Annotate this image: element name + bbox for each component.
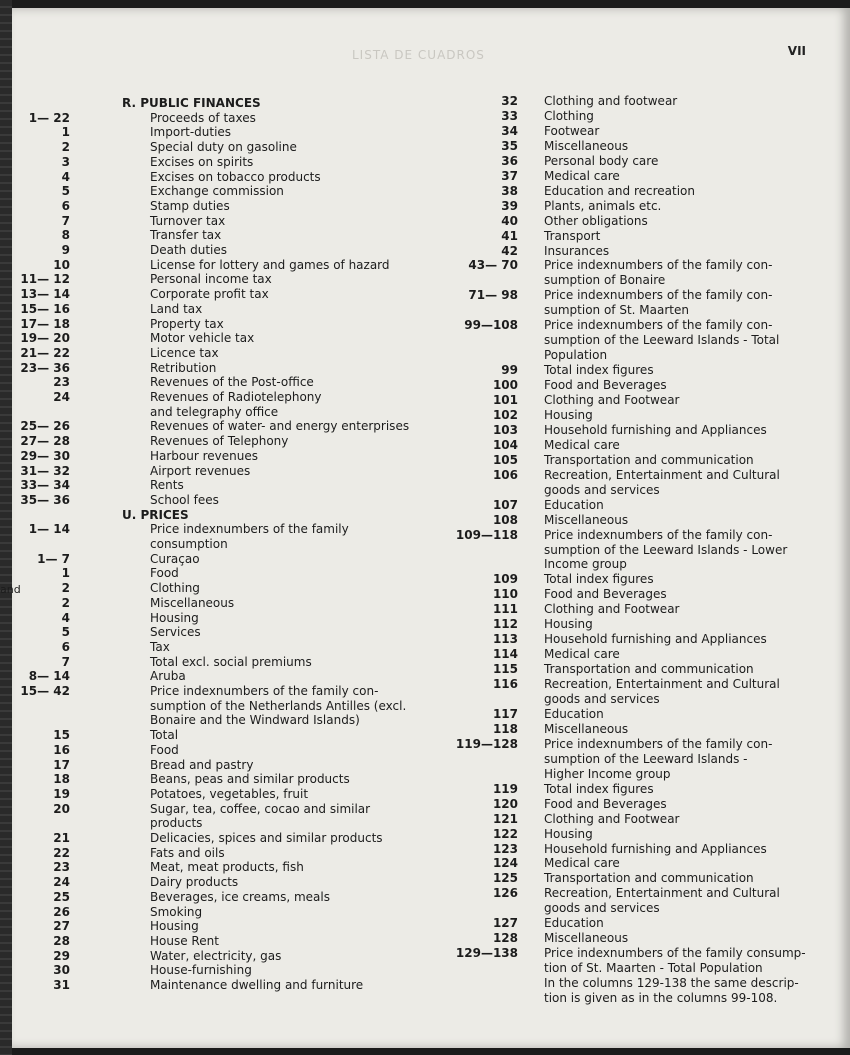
item-label-continuation: goods and services [544,901,660,916]
item-label: Motor vehicle tax [150,331,255,346]
item-label: Property tax [150,316,224,331]
item-number: 38 [501,183,518,198]
item-label: Food and Beverages [544,587,667,602]
item-number: 105 [492,452,518,467]
item-number: 8 [61,228,70,243]
item-label-continuation: goods and services [544,692,660,706]
item-label: Medical care [544,856,620,871]
item-label: Total index figures [544,572,654,587]
item-number: 116 [492,677,518,692]
item-label: House-furnishing [150,963,252,978]
item-label: Services [150,625,201,640]
item-label: Fats and oils [150,845,225,860]
item-label: Special duty on gasoline [150,140,297,155]
item-label: Housing [544,826,593,841]
book-binding [0,0,12,1055]
item-label: Price indexnumbers of the family con- [544,527,773,542]
item-number: 8— 14 [28,669,70,684]
item-number: 1— 14 [28,522,70,537]
item-label-continuation: products [150,816,203,831]
item-number: 29 [53,948,70,963]
item-number: 27 [53,919,70,934]
item-label: Transportation and communication [544,452,754,467]
item-label: Other obligations [544,213,648,228]
item-label: Recreation, Entertainment and Cultural [544,886,780,901]
item-label: Price indexnumbers of the family con- [544,258,773,273]
item-number: 99 [501,363,518,378]
item-number: 4 [61,610,70,625]
item-number: 124 [492,856,518,871]
item-label: Plants, animals etc. [544,198,662,213]
item-number: 26 [53,904,70,919]
item-label: School fees [150,492,219,507]
item-label-continuation: sumption of the Netherlands Antilles (excl. [150,698,407,713]
item-number: 10 [53,257,70,272]
item-label: Bread and pastry [150,757,254,772]
item-label: Airport revenues [150,463,251,478]
item-label: Miscellaneous [544,931,629,946]
item-number: 39 [501,198,518,213]
item-label: Education [544,706,604,721]
item-label-continuation: Higher Income group [544,766,671,781]
item-label: Price indexnumbers of the family con- [544,318,773,333]
item-number: 19 [53,786,70,801]
item-label: Tax [150,639,170,654]
item-label: Recreation, Entertainment and Cultural [544,467,780,482]
item-number: 108 [492,512,518,527]
item-number: 1 [61,125,70,140]
item-number: 41 [501,228,518,243]
item-label: Price indexnumbers of the family consump- [544,946,806,961]
item-number: 15— 16 [20,301,70,316]
item-number: 119—128 [455,736,518,751]
item-label: Housing [150,919,199,934]
item-label: Stamp duties [150,198,230,213]
item-label: tion is given as in the columns 99-108. [544,991,778,1005]
item-label: Price indexnumbers of the family [150,522,349,537]
item-number: 20 [53,801,70,816]
item-label: Price indexnumbers of the family con- [150,684,379,698]
item-label: Medical care [544,168,620,183]
item-label: Smoking [150,904,203,919]
item-number: 102 [492,407,518,422]
item-number: 9 [61,243,70,257]
item-number: 126 [492,886,518,901]
item-label: Miscellaneous [150,595,235,610]
item-number: 23 [53,375,70,390]
item-number: 16 [53,742,70,757]
item-number: 13— 14 [20,287,70,302]
item-number: 117 [492,706,518,721]
item-number: 112 [492,617,518,632]
item-label: Corporate profit tax [150,287,269,302]
item-label: Transfer tax [150,228,222,243]
item-label: Clothing and footwear [544,94,678,108]
item-number: 129—138 [455,946,518,961]
item-label: Total [150,728,179,743]
item-label: Food [150,566,179,581]
item-label-continuation: and telegraphy office [150,404,279,419]
item-number: 23— 36 [20,360,70,375]
item-label: Dairy products [150,875,239,890]
item-number: 24 [53,875,70,890]
item-label: Excises on tobacco products [150,169,321,184]
item-label: Food [150,742,179,757]
item-number: 27— 28 [20,434,70,449]
item-label: Clothing [150,581,200,596]
item-label-continuation: tion of St. Maarten - Total Population [544,961,763,976]
item-label: Total excl. social premiums [150,654,312,669]
item-number: 31— 32 [20,463,70,478]
item-label: Personal income tax [150,272,272,287]
item-number: 2 [61,581,70,596]
page-number: VII [787,44,806,58]
item-label-continuation: consumption [150,537,228,551]
item-number: 6 [61,639,70,654]
item-number: 1— 7 [37,551,70,566]
item-label: Beans, peas and similar products [150,772,350,787]
item-number: 15— 42 [20,684,70,698]
item-label: Clothing [544,108,594,123]
item-number: 99—108 [464,318,518,333]
document-page [12,8,850,1048]
item-number: 29— 30 [20,448,70,463]
item-label: Revenues of Radiotelephony [150,390,322,404]
item-label: Housing [150,610,199,625]
item-label: Revenues of Telephony [150,434,289,449]
item-number: 125 [492,871,518,886]
item-label: Retribution [150,360,217,375]
item-label-continuation: Population [544,348,608,363]
item-number: 25— 26 [20,419,70,434]
item-label: Proceeds of taxes [150,110,256,125]
item-label: Meat, meat products, fish [150,860,304,875]
item-number: 107 [492,497,518,512]
item-number: 32 [501,94,518,108]
item-label: Exchange commission [150,184,284,199]
item-number: 33— 34 [20,478,70,493]
item-label: Personal body care [544,153,659,168]
item-label: Miscellaneous [544,138,629,153]
item-number: 21— 22 [20,345,70,360]
item-number: 122 [492,826,518,841]
item-label: Household furnishing and Appliances [544,422,767,437]
item-number: 30 [53,963,70,978]
item-number: 2 [61,140,70,155]
item-number: 103 [492,422,518,437]
item-label: Clothing and Footwear [544,393,680,407]
item-number: 40 [501,213,518,228]
item-label: Delicacies, spices and similar products [150,831,383,845]
item-label-continuation: sumption of St. Maarten [544,303,689,318]
item-number: 18 [53,772,70,787]
item-label: Education [544,916,604,931]
item-number: 1 [61,566,70,581]
item-number: 35— 36 [20,492,70,507]
item-number: 106 [492,467,518,482]
item-number: 23 [53,860,70,875]
item-number: 71— 98 [468,288,518,303]
section-heading: U. PRICES [122,507,189,522]
item-label: Curaçao [150,551,200,566]
item-label: Housing [544,407,593,422]
item-label-continuation: sumption of the Leeward Islands - Lower [544,542,788,557]
item-number: 15 [53,728,70,743]
item-label: Footwear [544,123,600,138]
item-label: Food and Beverages [544,796,667,811]
item-number: 104 [492,437,518,452]
item-number: 5 [61,625,70,640]
item-label: Revenues of the Post-office [150,375,314,390]
item-label: Harbour revenues [150,448,259,463]
item-label: Revenues of water- and energy enterprises [150,419,410,434]
item-number: 7 [61,213,70,228]
item-number: 6 [61,198,70,213]
item-label-continuation: sumption of Bonaire [544,273,666,288]
item-label: Water, electricity, gas [150,948,282,963]
item-number: 36 [501,153,518,168]
item-label-continuation: Income group [544,557,627,572]
item-number: 121 [492,811,518,826]
item-number: 22 [53,845,70,860]
item-label: Price indexnumbers of the family con- [544,288,773,303]
item-number: 127 [492,916,518,931]
item-number: 101 [492,393,518,407]
item-label: Total index figures [544,363,654,378]
item-number: 24 [53,390,70,404]
edge-text: and [0,583,21,596]
item-number: 43— 70 [468,258,518,273]
item-label: Clothing and Footwear [544,602,680,617]
item-label: License for lottery and games of hazard [150,257,390,272]
item-number: 109—118 [455,527,518,542]
item-number: 110 [492,587,518,602]
item-label: Education [544,497,604,512]
item-number: 2 [61,595,70,610]
item-number: 3 [61,154,70,169]
item-label: Education and recreation [544,183,695,198]
item-label: Housing [544,617,593,632]
item-number: 28 [53,933,70,948]
item-label: Excises on spirits [150,154,254,169]
item-label: Licence tax [150,345,219,360]
item-label-continuation: sumption of the Leeward Islands - Total [544,333,780,348]
item-label: Medical care [544,437,620,452]
item-label: Transport [544,228,601,243]
item-label: Food and Beverages [544,378,667,393]
item-number: 35 [501,138,518,153]
item-label: In the columns 129-138 the same descrip- [544,976,799,991]
item-number: 113 [492,632,518,647]
item-label: Transportation and communication [544,871,754,886]
item-number: 21 [53,831,70,845]
item-label-continuation: sumption of the Leeward Islands - [544,751,748,766]
item-number: 7 [61,654,70,669]
item-number: 25 [53,889,70,904]
item-number: 4 [61,169,70,184]
item-number: 109 [492,572,518,587]
item-label: Household furnishing and Appliances [544,841,767,856]
item-label: Sugar, tea, coffee, cocao and similar [150,801,371,816]
item-number: 33 [501,108,518,123]
item-number: 119 [492,781,518,796]
item-label: Land tax [150,301,203,316]
item-label-continuation: Bonaire and the Windward Islands) [150,713,360,728]
item-number: 100 [492,378,518,393]
item-number: 19— 20 [20,331,70,346]
item-label: Price indexnumbers of the family con- [544,736,773,751]
item-number: 11— 12 [20,272,70,287]
item-number: 111 [492,602,518,617]
item-label: Transportation and communication [544,662,754,677]
item-label: Import-duties [150,125,232,140]
item-number: 115 [492,662,518,677]
item-number: 114 [492,647,518,662]
item-label: Rents [150,478,184,493]
item-label: Recreation, Entertainment and Cultural [544,677,780,692]
item-label: Potatoes, vegetables, fruit [150,786,309,801]
item-number: 123 [492,841,518,856]
item-number: 37 [501,168,518,183]
item-number: 1— 22 [28,110,70,125]
item-label-continuation: goods and services [544,482,660,497]
item-label: Clothing and Footwear [544,811,680,826]
item-number: 17 [53,757,70,772]
item-number: 120 [492,796,518,811]
section-heading: R. PUBLIC FINANCES [122,96,261,110]
item-label: Aruba [150,669,186,684]
item-label: Household furnishing and Appliances [544,632,767,647]
item-number: 42 [501,243,518,258]
item-number: 118 [492,721,518,736]
item-label: Insurances [544,243,610,258]
item-label: Total index figures [544,781,654,796]
item-label: Miscellaneous [544,721,629,736]
item-number: 5 [61,184,70,199]
item-number: 128 [492,931,518,946]
item-label: House Rent [150,933,219,948]
item-label: Turnover tax [150,213,226,228]
item-label: Miscellaneous [544,512,629,527]
item-label: Medical care [544,647,620,662]
item-number: 31 [53,978,70,992]
item-label: Death duties [150,243,227,257]
item-label: Beverages, ice creams, meals [150,889,330,904]
item-label: Maintenance dwelling and furniture [150,978,364,992]
item-number: 17— 18 [20,316,70,331]
item-number: 34 [501,123,518,138]
ghost-title: LISTA DE CUADROS [352,48,485,62]
